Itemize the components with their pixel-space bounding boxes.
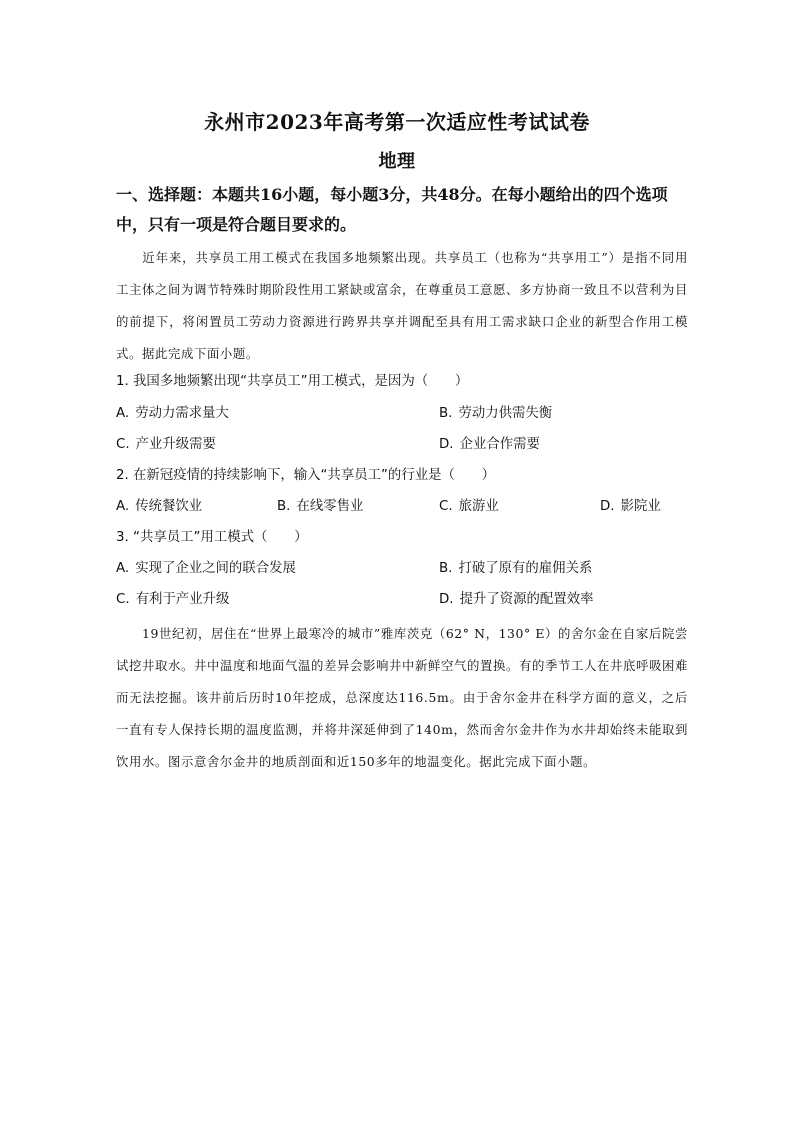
passage-shergin-well-text: 19世纪初，居住在“世界上最寒冷的城市”雅库茨克（62° N，130° E）的舍尔金在自家后院尝试挖井取水。井中温度和地面气温的差异会影响井中新鲜空气的置换。有的季节工人在井底呼吸困难而无法挖掘。该井前后历时10年挖成，总深度达116.5m。由于舍尔金井在科学方面的意义，之后一直有专人保持长期的温度监测，并将井深延伸到了140m，然而舍尔金井作为水井却始终未能取到饮用水。图示意舍尔金井的地质剖面和近150多年的地温变化。据此完成下面小题。 [116, 626, 688, 769]
passage-shergin-well [116, 618, 688, 778]
section-heading-line2: 中，只有一项是符合题目要求的。 [116, 215, 357, 234]
question-1-stem: 1. 我国多地频繁出现“共享员工”用工模式，是因为（ ） [116, 374, 469, 389]
question-1-option-d: D. 企业合作需要 [439, 437, 540, 452]
exam-subject: 地理 [378, 151, 416, 172]
question-2-option-a: A. 传统餐饮业 [116, 499, 203, 514]
question-1-option-a: A. 劳动力需求量大 [116, 406, 229, 421]
passage-shared-employees [116, 242, 688, 370]
question-2-stem: 2. 在新冠疫情的持续影响下，输入“共享员工”的行业是（ ） [116, 468, 496, 483]
section-heading-line1: 一、选择题：本题共16小题，每小题3分，共48分。在每小题给出的四个选项 [116, 185, 668, 204]
question-3-option-a: A. 实现了企业之间的联合发展 [116, 561, 296, 576]
question-3-option-c: C. 有利于产业升级 [116, 592, 230, 607]
question-1-option-c: C. 产业升级需要 [116, 437, 216, 452]
question-3-stem: 3. “共享员工”用工模式（ ） [116, 530, 308, 545]
passage-shared-employees-text: 近年来，共享员工用工模式在我国多地频繁出现。共享员工（也称为“共享用工”）是指不同用工主体之间为调节特殊时期阶段性用工紧缺或富余，在尊重员工意愿、多方协商一致且不以营利为目的前提下，将闲置员工劳动力资源进行跨界共享并调配至具有用工需求缺口企业的新型合作用工模式。据此完成下面小题。 [116, 250, 688, 361]
question-1-option-b: B. 劳动力供需失衡 [439, 406, 553, 421]
exam-title: 永州市2023年高考第一次适应性考试试卷 [204, 110, 590, 134]
question-2-option-d: D. 影院业 [600, 499, 661, 514]
question-3-option-b: B. 打破了原有的雇佣关系 [439, 561, 593, 576]
section-heading [116, 180, 690, 240]
question-2-option-c: C. 旅游业 [439, 499, 499, 514]
question-2-option-b: B. 在线零售业 [277, 499, 364, 514]
question-3-option-d: D. 提升了资源的配置效率 [439, 592, 594, 607]
